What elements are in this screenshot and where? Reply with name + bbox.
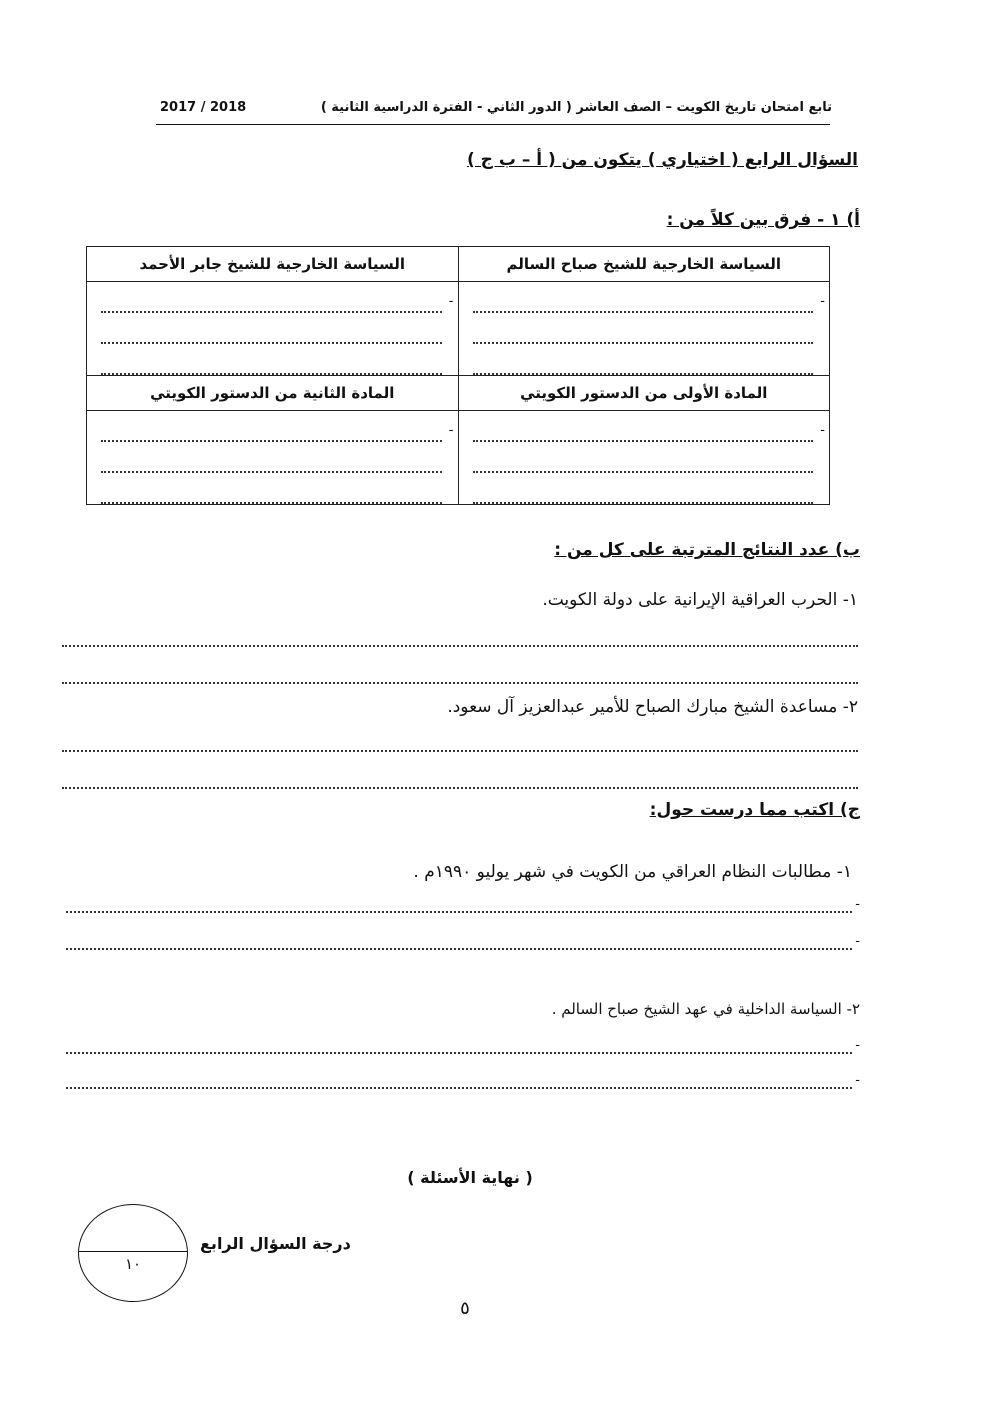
header-rule [156,124,830,125]
answer-line[interactable] [62,645,858,647]
grade-circle [78,1204,188,1302]
part-c-title: ج) اكتب مما درست حول: [649,800,860,820]
answer-line[interactable] [66,1087,852,1089]
header-title: تابع امتحان تاريخ الكويت – الصف العاشر ( الدور الثاني - الفترة الدراسية الثانية ) [320,100,832,115]
answer-line: - [473,411,814,442]
answer-line [473,344,814,375]
answer-line[interactable] [62,750,858,752]
answer-line[interactable] [66,1052,852,1054]
comparison-table [86,246,830,505]
part-b-title: ب) عدد النتائج المترتبة على كل من : [554,540,860,560]
end-of-questions: ( نهاية الأسئلة ) [407,1168,533,1187]
page-number: ٥ [460,1298,470,1319]
answer-line [473,442,814,473]
answer-line: - [101,411,442,442]
answer-cell-left-1[interactable] [87,282,459,376]
answer-line: - [473,282,814,313]
header-year: 2017 / 2018 [160,100,247,115]
part-b-item-2: ٢- مساعدة الشيخ مبارك الصباح للأمير عبدالعزيز آل سعود. [447,697,858,717]
part-a-title: أ) ١ - فرق بين كلاً من : [666,210,860,230]
answer-cell-right-1[interactable] [458,282,830,376]
answer-cell-right-2[interactable] [458,411,830,505]
grade-divider [79,1251,187,1252]
part-c-item-2: ٢- السياسة الداخلية في عهد الشيخ صباح السالم . [551,1000,860,1018]
grade-label: درجة السؤال الرابع [200,1234,351,1253]
answer-line[interactable] [62,787,858,789]
answer-line [473,313,814,344]
table-header-left-1: السياسة الخارجية للشيخ جابر الأحمد [87,247,459,282]
question-title: السؤال الرابع ( اختياري ) يتكون من ( أ – ب ج ) [466,150,858,170]
table-header-right-2: المادة الأولى من الدستور الكويتي [458,376,830,411]
grade-max: ١٠ [124,1255,142,1273]
answer-line [101,344,442,375]
table-header-right-1: السياسة الخارجية للشيخ صباح السالم [458,247,830,282]
answer-line[interactable] [66,911,852,913]
answer-line[interactable] [62,682,858,684]
answer-line [101,473,442,504]
answer-cell-left-2[interactable] [87,411,459,505]
answer-line [101,442,442,473]
answer-line [473,473,814,504]
part-c-item-1: ١- مطالبات النظام العراقي من الكويت في شهر يوليو ١٩٩٠م . [413,862,852,882]
answer-line: - [101,282,442,313]
answer-line [101,313,442,344]
part-b-item-1: ١- الحرب العراقية الإيرانية على دولة الكويت. [542,590,858,610]
exam-header [160,100,832,115]
table-header-left-2: المادة الثانية من الدستور الكويتي [87,376,459,411]
answer-line[interactable] [66,948,852,950]
